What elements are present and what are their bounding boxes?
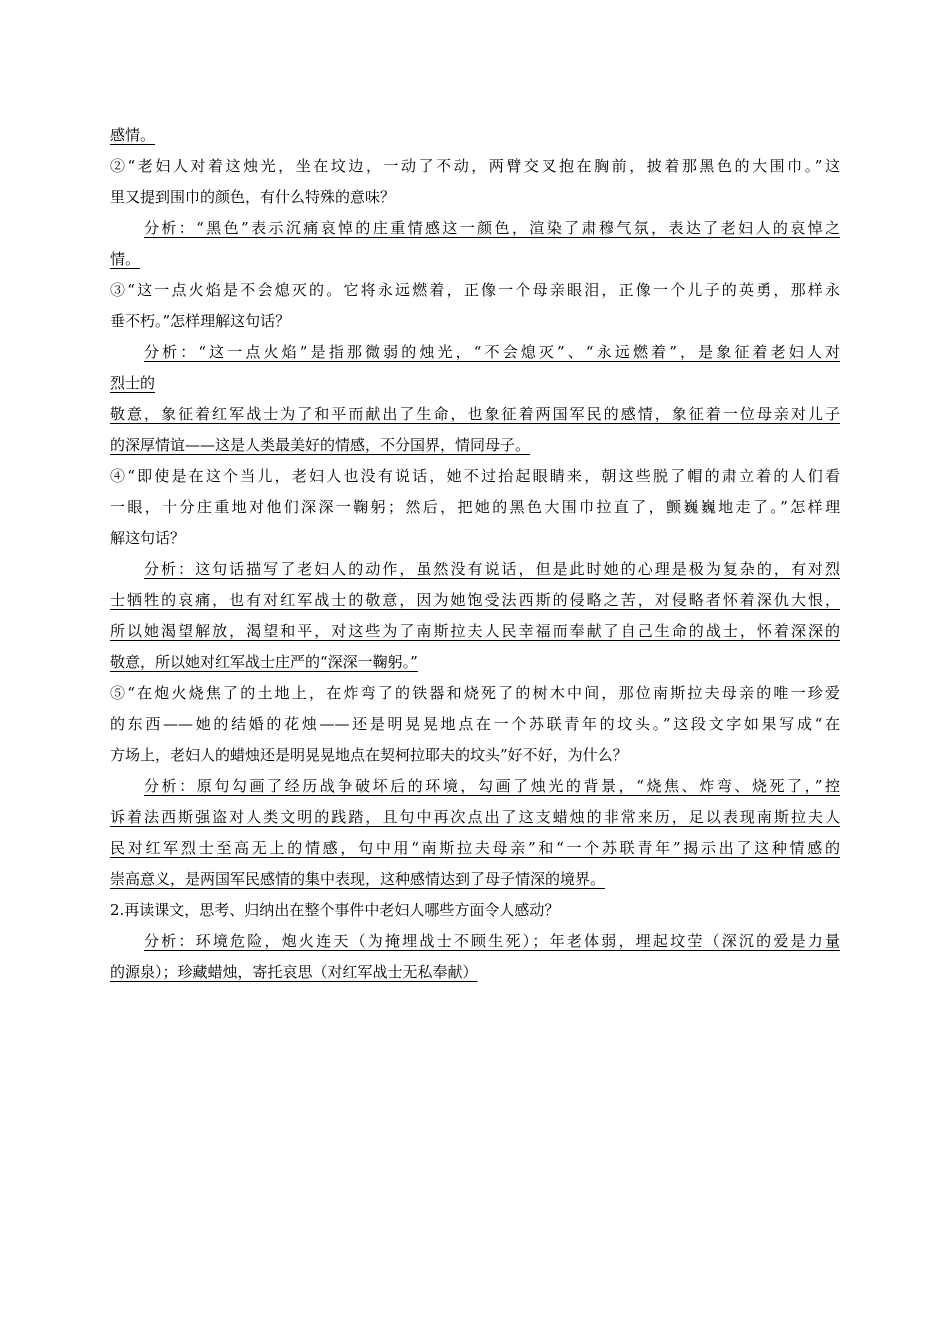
analysis-text: 的深厚情谊——这是人类最美好的情感，不分国界，情同母子。 [110, 436, 531, 454]
text-line [110, 120, 840, 151]
question-text: 解这句话？ [110, 529, 186, 547]
analysis-text: 分析：环境危险，炮火连天（为掩埋战士不顾生死）；年老体弱，埋起坟茔（深沉的爱是力量 [144, 932, 840, 950]
text-line [110, 833, 840, 864]
text-line [110, 492, 840, 523]
analysis-text: 烈士的 [110, 374, 156, 392]
text-line [110, 585, 840, 616]
text-line [110, 740, 840, 771]
analysis-text: 所以她渴望解放，渴望和平，对这些为了南斯拉夫人民幸福而奉献了自己生命的战士，怀着深深的 [110, 622, 840, 640]
text-line [110, 306, 840, 337]
question-text: 一眼，十分庄重地对他们深深一鞠躬；然后，把她的黑色大围巾拉直了，颤巍巍地走了。”怎样理 [110, 498, 840, 516]
text-line [110, 802, 840, 833]
analysis-text: 感情。 [110, 126, 156, 144]
analysis-text: 分析：原句勾画了经历战争破坏后的环境，勾画了烛光的背景，“烧焦、炸弯、烧死了，”控 [144, 777, 840, 795]
question-text: ②“老妇人对着这烛光，坐在坟边，一动了不动，两臂交叉抱在胸前，披着那黑色的大围巾。”这 [110, 157, 840, 175]
question-text: 里又提到围巾的颜色，有什么特殊的意味？ [110, 188, 396, 206]
text-line [110, 337, 840, 368]
analysis-text: 分析：这句话描写了老妇人的动作，虽然没有说话，但是此时她的心理是极为复杂的，有对烈 [144, 560, 840, 578]
text-line [110, 647, 840, 678]
analysis-text: 士牺牲的哀痛，也有对红军战士的敬意，因为她饱受法西斯的侵略之苦，对侵略者怀着深仇大恨， [110, 591, 840, 609]
text-line [110, 864, 840, 895]
text-line [110, 554, 840, 585]
text-line [110, 616, 840, 647]
question-text: ③“这一点火焰是不会熄灭的。它将永远燃着，正像一个母亲眼泪，正像一个儿子的英勇，那样永 [110, 281, 840, 299]
text-line [110, 244, 840, 275]
question-text: ④“即使是在这个当儿，老妇人也没有说话，她不过抬起眼睛来，朝这些脱了帽的肃立着的人们看 [110, 467, 840, 485]
text-line [110, 430, 840, 461]
text-line [110, 709, 840, 740]
question-text: 垂不朽。”怎样理解这句话？ [110, 312, 291, 330]
analysis-text: 敬意，象征着红军战士为了和平而献出了生命，也象征着两国军民的感情，象征着一位母亲对儿子 [110, 405, 840, 423]
question-text: ⑤“在炮火烧焦了的土地上，在炸弯了的铁器和烧死了的树木中间，那位南斯拉夫母亲的唯一珍爱 [110, 684, 840, 702]
text-line [110, 523, 840, 554]
text-line [110, 182, 840, 213]
question-text: 的东西——她的结婚的花烛——还是明晃晃地点在一个苏联青年的坟头。”这段文字如果写成“在 [110, 715, 840, 733]
analysis-text: 诉着法西斯强盗对人类文明的践踏，且句中再次点出了这支蜡烛的非常来历，足以表现南斯拉夫人 [110, 808, 840, 826]
text-line [110, 678, 840, 709]
text-line [110, 368, 840, 399]
text-line [110, 771, 840, 802]
analysis-text: 分析：“黑色”表示沉痛哀悼的庄重情感这一颜色，渲染了肃穆气氛，表达了老妇人的哀悼之 [144, 219, 840, 237]
text-line [110, 213, 840, 244]
text-line [110, 151, 840, 182]
text-line [110, 399, 840, 430]
analysis-text: 敬意，所以她对红军战士庄严的“深深一鞠躬。” [110, 653, 418, 671]
analysis-text: 情。 [110, 250, 141, 268]
text-line [110, 926, 840, 957]
text-line [110, 461, 840, 492]
text-line [110, 895, 840, 926]
analysis-text: 分析：“这一点火焰”是指那微弱的烛光，“不会熄灭”、“永远燃着”，是象征着老妇人对 [144, 343, 840, 361]
document-page [110, 120, 840, 988]
text-line [110, 275, 840, 306]
analysis-text: 崇高意义，是两国军民感情的集中表现，这种感情达到了母子情深的境界。 [110, 870, 606, 888]
question-text: 方场上，老妇人的蜡烛还是明晃晃地点在契柯拉耶夫的坟头”好不好，为什么？ [110, 746, 628, 764]
analysis-text: 民对红军烈士至高无上的情感，句中用“南斯拉夫母亲”和“一个苏联青年”揭示出了这种情感的 [110, 839, 840, 857]
question-text: 2.再读课文，思考、归纳出在整个事件中老妇人哪些方面令人感动？ [110, 901, 560, 919]
text-line [110, 957, 840, 988]
analysis-text: 的源泉）；珍藏蜡烛，寄托哀思（对红军战士无私奉献） [110, 963, 478, 981]
